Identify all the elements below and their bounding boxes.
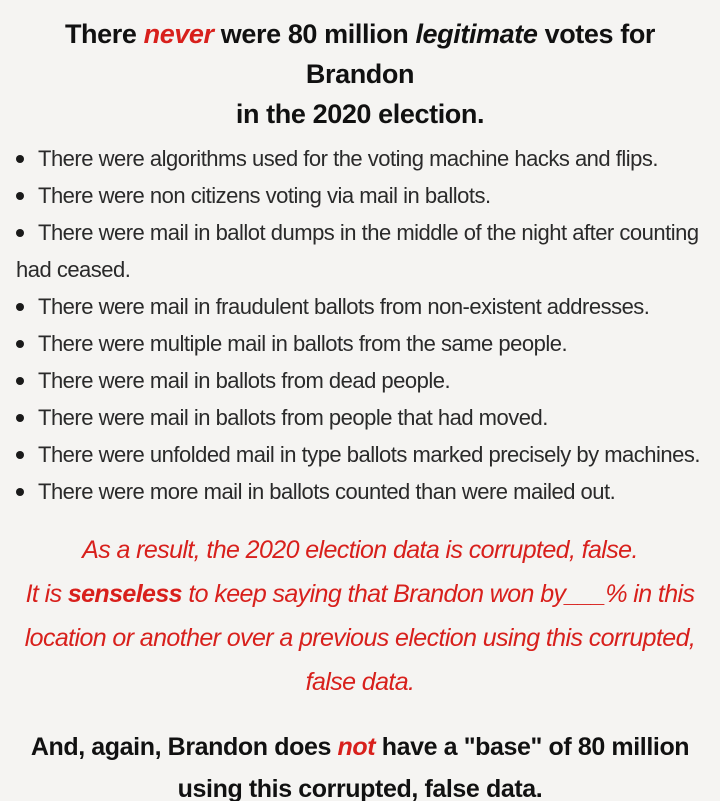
conclusion-line-3: location or another over a previous election using this corrupted, — [24, 624, 696, 652]
final-statement — [16, 726, 704, 801]
bullet-icon — [16, 229, 24, 237]
bullet-icon — [16, 155, 24, 163]
list-item-text: There were non citizens voting via mail in ballots. — [38, 183, 491, 208]
list-item-continuation: had ceased. — [16, 257, 131, 282]
conclusion-line-4: false data. — [305, 668, 415, 696]
headline-part-2: were 80 million — [213, 19, 416, 49]
bullet-icon — [16, 192, 24, 200]
claims-list — [16, 140, 704, 510]
headline-part-3: votes for Brandon — [305, 19, 656, 89]
final-line-2: using this corrupted, false data. — [177, 775, 543, 801]
conclusion-line-2-pre: It is — [25, 580, 68, 608]
final-pre: And, again, Brandon does — [30, 733, 338, 761]
conclusion-line-2-post: to keep saying that Brandon won by___% in this — [181, 580, 695, 608]
list-item — [16, 362, 704, 399]
bullet-icon — [16, 303, 24, 311]
bullet-icon — [16, 340, 24, 348]
final-emphasis-not: not — [337, 733, 376, 761]
headline-emphasis-never: never — [143, 19, 214, 49]
list-item-text: There were mail in ballots from people that had moved. — [38, 405, 548, 430]
list-item — [16, 325, 704, 362]
list-item-text: There were mail in ballot dumps in the middle of the night after counting — [38, 220, 699, 245]
final-post: have a "base" of 80 million — [375, 733, 690, 761]
headline-emphasis-legitimate: legitimate — [415, 19, 538, 49]
list-item-text: There were mail in ballots from dead people. — [38, 368, 451, 393]
bullet-icon — [16, 451, 24, 459]
bullet-icon — [16, 377, 24, 385]
bullet-icon — [16, 414, 24, 422]
list-item — [16, 399, 704, 436]
list-item — [16, 177, 704, 214]
list-item — [16, 288, 704, 325]
list-item-text: There were mail in fraudulent ballots from non-existent addresses. — [38, 294, 650, 319]
list-item-text: There were unfolded mail in type ballots marked precisely by machines. — [38, 442, 700, 467]
list-item-text: There were multiple mail in ballots from the same people. — [38, 331, 568, 356]
list-item — [16, 473, 704, 510]
list-item-text: There were more mail in ballots counted than were mailed out. — [38, 479, 616, 504]
list-item — [16, 436, 704, 473]
headline — [16, 14, 704, 134]
list-item — [16, 214, 704, 288]
headline-part-1: There — [64, 19, 144, 49]
conclusion-emphasis-senseless: senseless — [67, 580, 182, 608]
conclusion-paragraph — [16, 528, 704, 704]
list-item — [16, 140, 704, 177]
list-item-text: There were algorithms used for the voting machine hacks and flips. — [38, 146, 658, 171]
conclusion-line-1: As a result, the 2020 election data is corrupted, false. — [82, 536, 638, 564]
headline-line-2: in the 2020 election. — [235, 99, 485, 129]
bullet-icon — [16, 488, 24, 496]
